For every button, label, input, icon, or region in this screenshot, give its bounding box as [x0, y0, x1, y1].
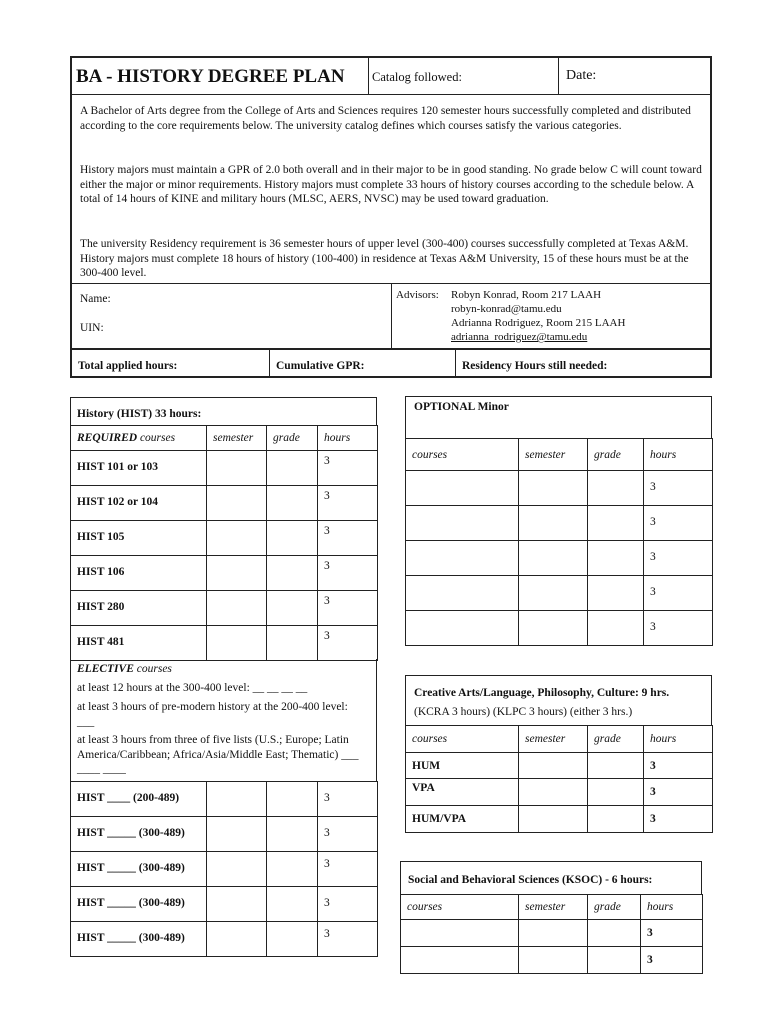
semester-cell[interactable] — [207, 626, 267, 661]
course-name: HIST 105 — [71, 521, 207, 556]
hours-cell: 3 — [318, 852, 378, 887]
semester-cell[interactable] — [519, 506, 588, 541]
semester-cell[interactable] — [519, 920, 588, 947]
hours-cell: 3 — [318, 887, 378, 922]
course-cell[interactable] — [406, 576, 519, 611]
hours-cell: 3 — [644, 753, 713, 779]
course-name: HIST 102 or 104 — [71, 486, 207, 521]
table-row — [71, 817, 378, 852]
history-required-header-row — [71, 426, 378, 451]
course-name: HUM/VPA — [406, 806, 519, 833]
semester-cell[interactable] — [207, 521, 267, 556]
grade-cell[interactable] — [267, 626, 318, 661]
elective-label: ELECTIVE — [77, 663, 134, 675]
col-semester: semester — [519, 895, 588, 920]
grade-cell[interactable] — [588, 806, 644, 833]
uin-field[interactable]: UIN: — [80, 322, 104, 334]
residency-hours-needed[interactable]: Residency Hours still needed: — [462, 360, 608, 372]
grade-cell[interactable] — [588, 576, 644, 611]
course-name: HIST 106 — [71, 556, 207, 591]
grade-cell[interactable] — [588, 541, 644, 576]
semester-cell[interactable] — [207, 817, 267, 852]
creative-title: Creative Arts/Language, Philosophy, Culture: 9 hrs. — [414, 687, 670, 699]
grade-cell[interactable] — [267, 486, 318, 521]
course-cell[interactable] — [406, 506, 519, 541]
hours-cell: 3 — [318, 922, 378, 957]
hours-cell: 3 — [318, 591, 378, 626]
col-hours: hours — [641, 895, 703, 920]
semester-cell[interactable] — [519, 541, 588, 576]
semester-cell[interactable] — [207, 782, 267, 817]
table-row — [406, 506, 713, 541]
hours-cell: 3 — [641, 920, 703, 947]
elective-note-3: at least 3 hours from three of five lists (U.S.; Europe; Latin America/Caribbean; Africa/Asia/Middle East; Thematic) ___ ____ ____ — [77, 734, 359, 775]
semester-cell[interactable] — [207, 451, 267, 486]
col-grade: grade — [588, 439, 644, 471]
grade-cell[interactable] — [267, 782, 318, 817]
table-row — [406, 471, 713, 506]
semester-cell[interactable] — [207, 486, 267, 521]
table-row — [406, 576, 713, 611]
course-cell[interactable] — [401, 920, 519, 947]
elective-note-1: at least 12 hours at the 300-400 level: __ __ __ __ — [77, 682, 308, 694]
grade-cell[interactable] — [267, 887, 318, 922]
table-row — [71, 556, 378, 591]
course-cell[interactable] — [401, 947, 519, 974]
advisors-divider — [391, 284, 392, 348]
totals-divider-1 — [269, 350, 270, 376]
col-grade: grade — [588, 726, 644, 753]
table-row — [71, 852, 378, 887]
col-hours: hours — [644, 726, 713, 753]
hours-cell: 3 — [644, 541, 713, 576]
page-title: BA - HISTORY DEGREE PLAN — [76, 66, 345, 87]
course-name[interactable]: HIST _____ (300-489) — [71, 887, 207, 922]
col-grade: grade — [267, 426, 318, 451]
name-field[interactable]: Name: — [80, 293, 111, 305]
course-name: HIST 280 — [71, 591, 207, 626]
semester-cell[interactable] — [207, 591, 267, 626]
intro-paragraph-2: History majors must maintain a GPR of 2.0 both overall and in their major to be in good standing. No grade below C will count toward either the major or minor requirements. History majors must complete 33 hours of history courses according to the schedule below. A total of 14 hours of KINE and military hours (MLSC, AERS, NVSC) may be used toward graduation. — [80, 164, 702, 205]
hours-cell: 3 — [318, 556, 378, 591]
intro-box — [70, 94, 712, 284]
hours-cell: 3 — [318, 486, 378, 521]
history-section-title-box — [70, 397, 377, 425]
course-cell[interactable] — [406, 611, 519, 646]
semester-cell[interactable] — [519, 611, 588, 646]
social-title-box — [400, 861, 702, 894]
col-hours: hours — [644, 439, 713, 471]
required-label: REQUIRED — [77, 432, 138, 444]
cumulative-gpr[interactable]: Cumulative GPR: — [276, 360, 365, 372]
minor-title: OPTIONAL Minor — [414, 401, 509, 413]
semester-cell[interactable] — [519, 753, 588, 779]
table-row — [71, 521, 378, 556]
table-row — [71, 887, 378, 922]
table-row — [406, 611, 713, 646]
grade-cell[interactable] — [267, 922, 318, 957]
date-field[interactable]: Date: — [566, 68, 597, 83]
creative-table — [405, 725, 713, 833]
col-required-courses — [71, 426, 207, 451]
creative-subtitle: (KCRA 3 hours) (KLPC 3 hours) (either 3 hrs.) — [414, 706, 633, 718]
grade-cell[interactable] — [588, 611, 644, 646]
grade-cell[interactable] — [588, 506, 644, 541]
col-courses: courses — [406, 439, 519, 471]
course-cell[interactable] — [406, 471, 519, 506]
hours-cell: 3 — [318, 817, 378, 852]
col-courses: courses — [401, 895, 519, 920]
history-required-table — [70, 425, 378, 661]
minor-table — [405, 438, 713, 646]
table-row — [71, 591, 378, 626]
table-row — [401, 947, 703, 974]
hours-cell: 3 — [644, 806, 713, 833]
hours-cell: 3 — [644, 611, 713, 646]
semester-cell[interactable] — [207, 887, 267, 922]
minor-title-box — [405, 396, 712, 438]
hours-cell: 3 — [641, 947, 703, 974]
hours-cell: 3 — [644, 576, 713, 611]
grade-cell[interactable] — [588, 471, 644, 506]
col-semester: semester — [519, 439, 588, 471]
elective-heading — [77, 662, 172, 677]
table-row — [406, 541, 713, 576]
course-cell[interactable] — [406, 541, 519, 576]
col-hours: hours — [318, 426, 378, 451]
grade-cell[interactable] — [588, 947, 641, 974]
semester-cell[interactable] — [519, 947, 588, 974]
course-name[interactable]: HIST _____ (300-489) — [71, 852, 207, 887]
table-row — [406, 806, 713, 833]
table-row — [71, 451, 378, 486]
col-grade: grade — [588, 895, 641, 920]
table-row — [71, 486, 378, 521]
hours-cell: 3 — [318, 521, 378, 556]
grade-cell[interactable] — [267, 591, 318, 626]
table-row — [71, 626, 378, 661]
col-semester: semester — [207, 426, 267, 451]
hours-cell: 3 — [318, 451, 378, 486]
table-row — [401, 920, 703, 947]
grade-cell[interactable] — [588, 920, 641, 947]
grade-cell[interactable] — [267, 521, 318, 556]
creative-header-row — [406, 726, 713, 753]
table-row — [406, 779, 713, 806]
col-courses: courses — [406, 726, 519, 753]
hours-cell: 3 — [318, 626, 378, 661]
creative-title-box — [405, 675, 712, 725]
minor-header-row — [406, 439, 713, 471]
elective-notes-box — [70, 659, 377, 781]
course-name: VPA — [406, 779, 519, 806]
advisor-2: Adrianna Rodriguez, Room 215 LAAH — [451, 317, 626, 329]
advisor-2-email[interactable]: adrianna_rodriguez@tamu.edu — [451, 331, 588, 343]
course-name[interactable]: HIST _____ (300-489) — [71, 922, 207, 957]
social-header-row — [401, 895, 703, 920]
social-table — [400, 894, 703, 974]
semester-cell[interactable] — [207, 922, 267, 957]
history-section-title: History (HIST) 33 hours: — [77, 408, 202, 420]
course-name[interactable]: HIST _____ (300-489) — [71, 817, 207, 852]
course-name: HIST 101 or 103 — [71, 451, 207, 486]
semester-cell[interactable] — [519, 576, 588, 611]
totals-divider-2 — [455, 350, 456, 376]
col-semester: semester — [519, 726, 588, 753]
semester-cell[interactable] — [519, 779, 588, 806]
social-title: Social and Behavioral Sciences (KSOC) - 6 hours: — [408, 874, 653, 886]
required-courses-word: courses — [139, 432, 176, 444]
semester-cell[interactable] — [207, 852, 267, 887]
grade-cell[interactable] — [267, 556, 318, 591]
advisors-label: Advisors: — [396, 289, 439, 301]
course-name: HUM — [406, 753, 519, 779]
grade-cell[interactable] — [267, 451, 318, 486]
header-divider-1 — [368, 58, 369, 95]
grade-cell[interactable] — [267, 852, 318, 887]
hours-cell: 3 — [644, 471, 713, 506]
course-name[interactable]: HIST ____ (200-489) — [71, 782, 207, 817]
student-info-box — [70, 283, 712, 349]
elective-note-2: at least 3 hours of pre-modern history at the 200-400 level: ___ — [77, 701, 348, 728]
table-row — [406, 753, 713, 779]
semester-cell[interactable] — [207, 556, 267, 591]
table-row — [71, 782, 378, 817]
semester-cell[interactable] — [519, 471, 588, 506]
header-box — [70, 56, 712, 95]
hours-cell: 3 — [644, 779, 713, 806]
hours-cell: 3 — [644, 506, 713, 541]
grade-cell[interactable] — [588, 753, 644, 779]
total-applied-hours[interactable]: Total applied hours: — [78, 360, 178, 372]
catalog-followed-field[interactable]: Catalog followed: — [372, 70, 462, 84]
history-elective-table — [70, 781, 378, 957]
grade-cell[interactable] — [267, 817, 318, 852]
grade-cell[interactable] — [588, 779, 644, 806]
elective-courses-word: courses — [136, 663, 172, 675]
totals-bar — [70, 348, 712, 378]
table-row — [71, 922, 378, 957]
hours-cell: 3 — [318, 782, 378, 817]
advisor-1-email[interactable]: robyn-konrad@tamu.edu — [451, 303, 562, 315]
intro-paragraph-1: A Bachelor of Arts degree from the College of Arts and Sciences requires 120 semester hours successfully completed and distributed according to the core requirements below. The university catalog defines which courses satisfy the various categories. — [80, 105, 691, 132]
semester-cell[interactable] — [519, 806, 588, 833]
course-name: HIST 481 — [71, 626, 207, 661]
intro-paragraph-3: The university Residency requirement is 36 semester hours of upper level (300-400) courses successfully completed at Texas A&M. History majors must complete 18 hours of history (100-400) in residence at Texas A&M University, 15 of these hours must be at the 300-400 level. — [80, 238, 689, 279]
advisor-1: Robyn Konrad, Room 217 LAAH — [451, 289, 602, 301]
header-divider-2 — [558, 58, 559, 95]
